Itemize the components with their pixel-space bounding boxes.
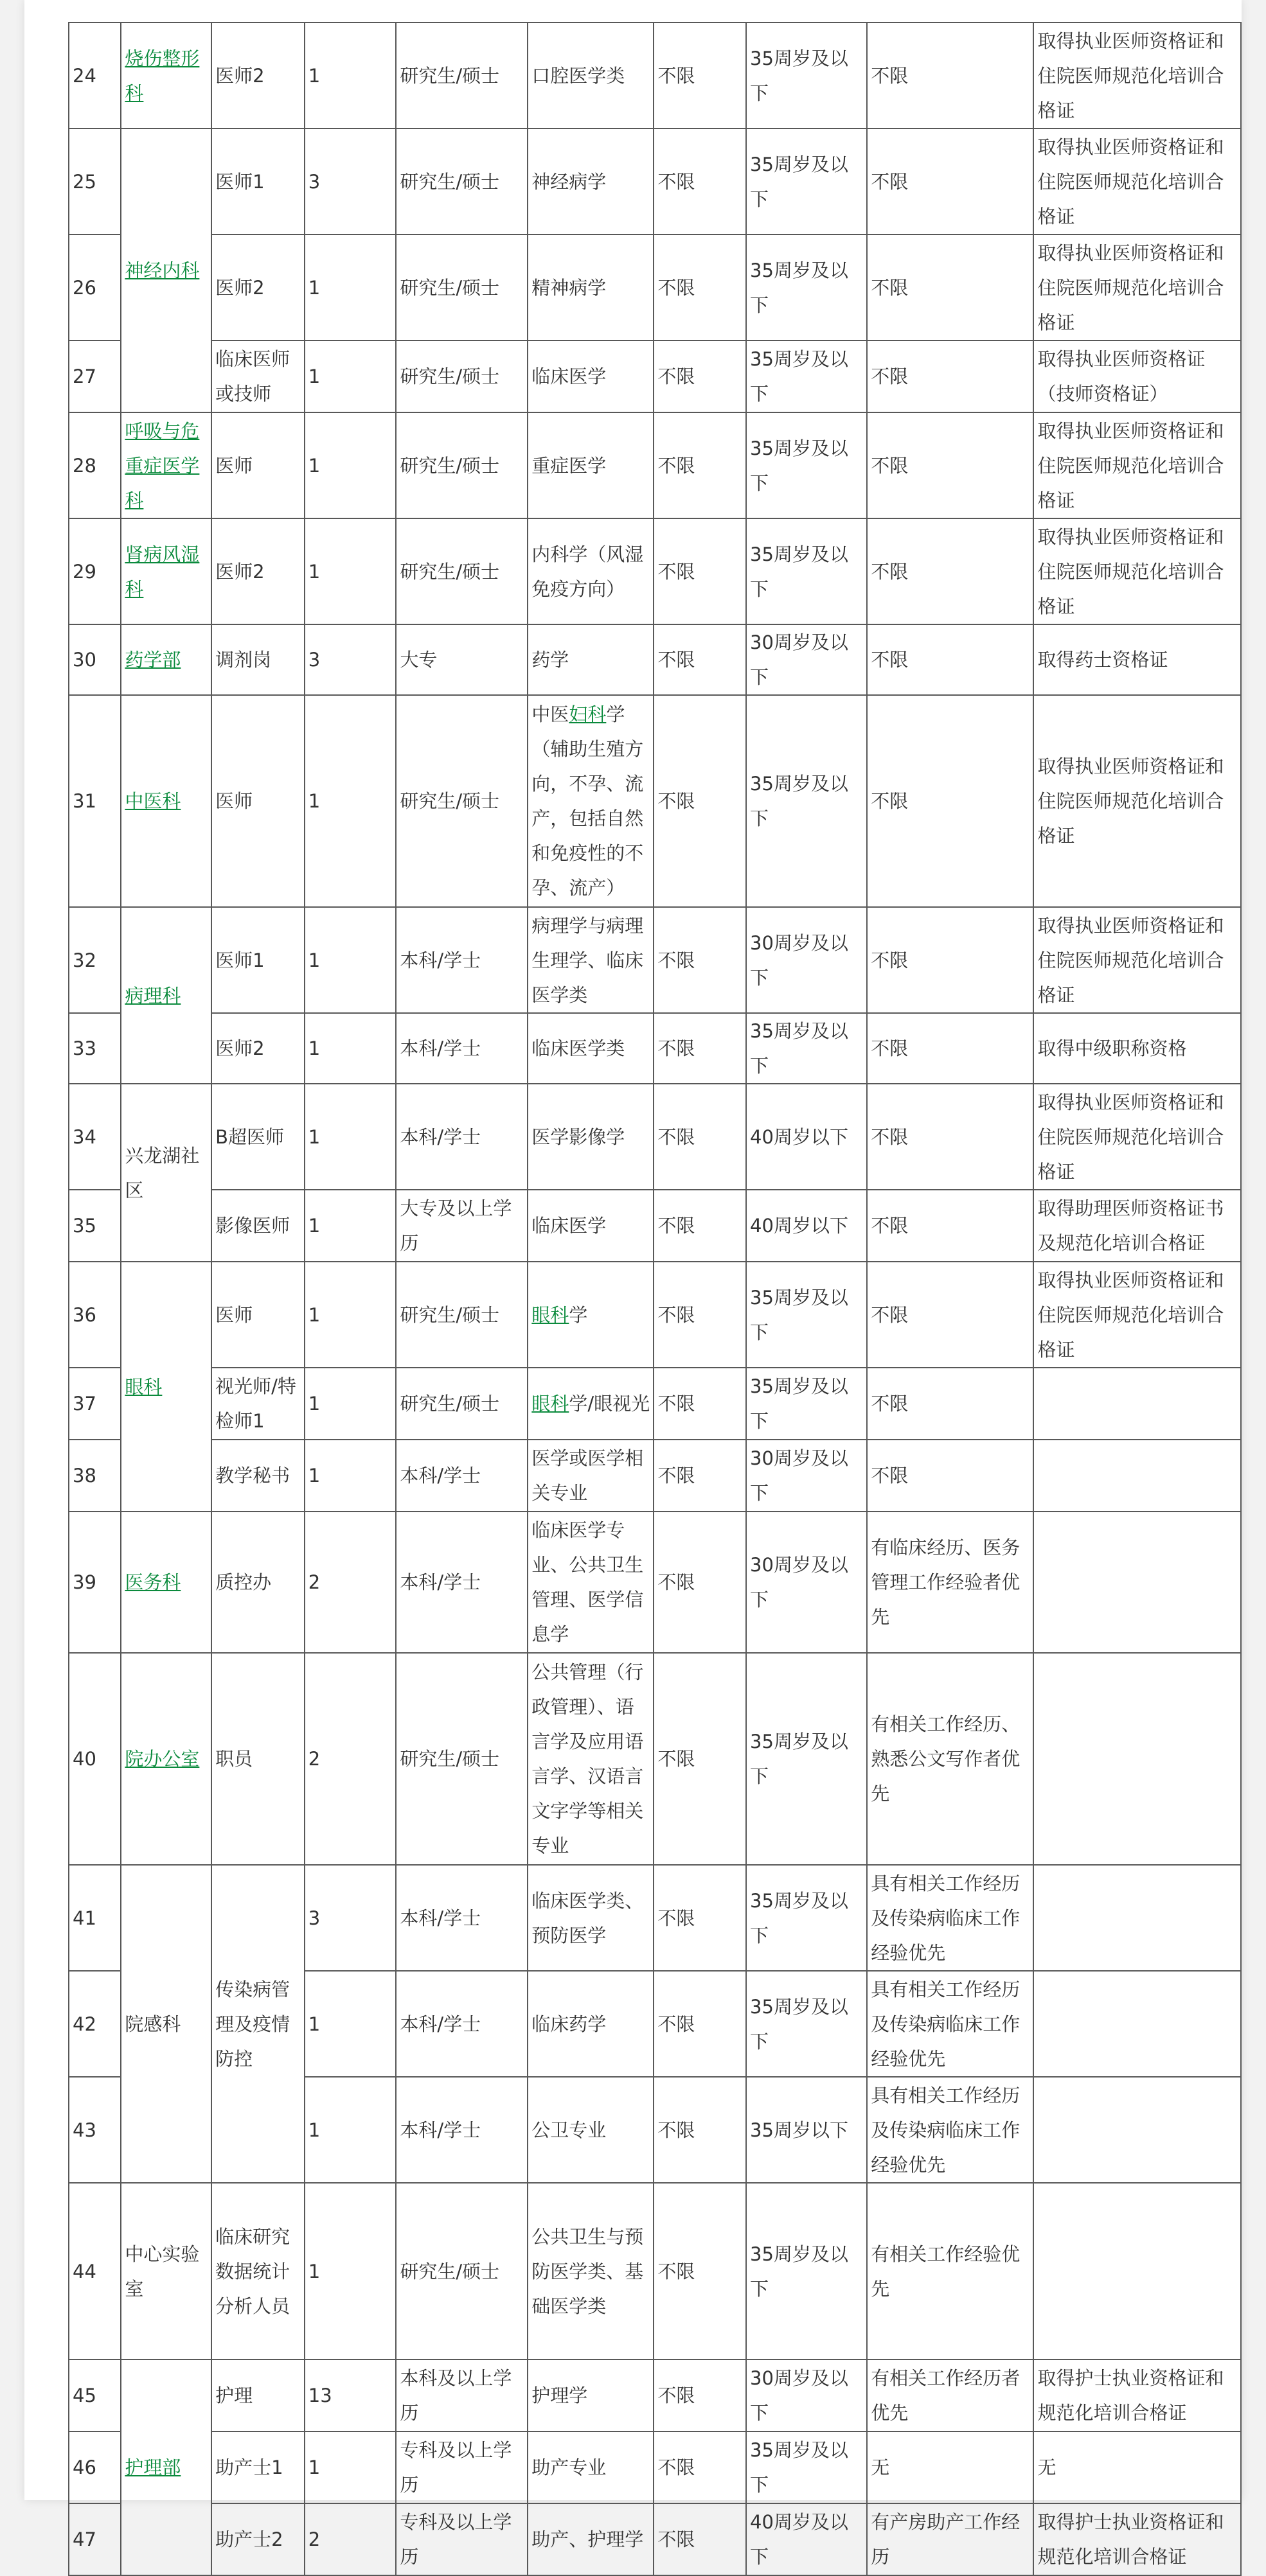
row-number: 32	[69, 907, 121, 1013]
table-row	[69, 1262, 1241, 1368]
age-cell: 35周岁及以下	[746, 1653, 867, 1865]
age-cell: 40周岁以下	[746, 1190, 867, 1262]
table-row	[69, 1368, 1241, 1440]
row-number: 24	[69, 22, 121, 128]
certificate-cell: 取得执业医师资格证和住院医师规范化培训合格证	[1033, 695, 1241, 907]
major-link[interactable]: 眼科	[531, 1303, 569, 1326]
position-cell: 临床医师或技师	[211, 340, 305, 412]
major-cell: 口腔医学类	[528, 22, 654, 128]
major-cell: 病理学与病理生理学、临床医学类	[528, 907, 654, 1013]
education-cell: 本科/学士	[396, 1013, 528, 1084]
headcount-cell: 1	[305, 340, 397, 412]
experience-cell: 不限	[867, 1084, 1033, 1190]
experience-cell: 不限	[867, 128, 1033, 234]
headcount-cell: 2	[305, 1512, 397, 1653]
headcount-cell: 1	[305, 1190, 397, 1262]
age-cell: 35周岁及以下	[746, 1971, 867, 2077]
gender-cell: 不限	[654, 2431, 746, 2503]
experience-cell: 具有相关工作经历及传染病临床工作经验优先	[867, 1865, 1033, 1971]
department-name: 院感科	[125, 2013, 181, 2035]
row-number: 44	[69, 2183, 121, 2360]
table-row	[69, 22, 1241, 128]
row-number: 33	[69, 1013, 121, 1084]
table-row	[69, 1013, 1241, 1084]
age-cell: 35周岁及以下	[746, 412, 867, 518]
row-number: 30	[69, 624, 121, 695]
major-cell: 公共卫生与预防医学类、基础医学类	[528, 2183, 654, 2360]
gender-cell: 不限	[654, 340, 746, 412]
major-cell: 医学影像学	[528, 1084, 654, 1190]
position-cell: B超医师	[211, 1084, 305, 1190]
headcount-cell: 3	[305, 624, 397, 695]
department-cell[interactable]	[121, 2360, 211, 2575]
gender-cell: 不限	[654, 1971, 746, 2077]
table-row	[69, 2360, 1241, 2431]
experience-cell: 不限	[867, 1190, 1033, 1262]
row-number: 35	[69, 1190, 121, 1262]
position-cell: 临床研究数据统计分析人员	[211, 2183, 305, 2360]
row-number: 38	[69, 1440, 121, 1512]
position-cell: 医师	[211, 695, 305, 907]
education-cell: 研究生/硕士	[396, 340, 528, 412]
row-number: 42	[69, 1971, 121, 2077]
department-cell	[121, 2183, 211, 2360]
major-link[interactable]: 眼科	[531, 1393, 569, 1415]
department-cell[interactable]	[121, 128, 211, 412]
certificate-cell	[1033, 2077, 1241, 2183]
experience-cell: 有产房助产工作经历	[867, 2503, 1033, 2575]
age-cell: 35周岁以下	[746, 2077, 867, 2183]
position-cell: 职员	[211, 1653, 305, 1865]
gender-cell: 不限	[654, 1865, 746, 1971]
age-cell: 35周岁及以下	[746, 518, 867, 624]
department-cell	[121, 1865, 211, 2183]
age-cell: 40周岁及以下	[746, 2503, 867, 2575]
age-cell: 35周岁及以下	[746, 2183, 867, 2360]
gender-cell: 不限	[654, 518, 746, 624]
department-link[interactable]: 药学部	[125, 649, 181, 671]
experience-cell: 不限	[867, 1013, 1033, 1084]
education-cell: 大专	[396, 624, 528, 695]
education-cell: 研究生/硕士	[396, 1368, 528, 1440]
headcount-cell: 1	[305, 1440, 397, 1512]
department-link[interactable]: 烧伤整形科	[125, 47, 200, 104]
age-cell: 35周岁及以下	[746, 1262, 867, 1368]
department-link[interactable]: 肾病风湿科	[125, 543, 200, 600]
position-cell: 医师	[211, 412, 305, 518]
major-cell: 助产、护理学	[528, 2503, 654, 2575]
row-number: 25	[69, 128, 121, 234]
gender-cell: 不限	[654, 624, 746, 695]
major-cell	[528, 695, 654, 907]
experience-cell: 不限	[867, 1440, 1033, 1512]
major-cell: 医学或医学相关专业	[528, 1440, 654, 1512]
table-row	[69, 128, 1241, 234]
major-cell: 神经病学	[528, 128, 654, 234]
certificate-cell	[1033, 1971, 1241, 2077]
gender-cell: 不限	[654, 1084, 746, 1190]
headcount-cell: 1	[305, 234, 397, 340]
experience-cell: 不限	[867, 518, 1033, 624]
age-cell: 35周岁及以下	[746, 234, 867, 340]
recruitment-table	[68, 22, 1242, 2576]
age-cell: 35周岁及以下	[746, 1013, 867, 1084]
position-cell: 医师1	[211, 128, 305, 234]
experience-cell: 有相关工作经历者优先	[867, 2360, 1033, 2431]
experience-cell: 不限	[867, 907, 1033, 1013]
education-cell: 研究生/硕士	[396, 22, 528, 128]
department-cell[interactable]	[121, 22, 211, 128]
position-cell: 质控办	[211, 1512, 305, 1653]
major-text: 学/眼视光	[569, 1393, 650, 1415]
position-cell: 护理	[211, 2360, 305, 2431]
experience-cell: 不限	[867, 412, 1033, 518]
table-row	[69, 2183, 1241, 2360]
experience-cell: 不限	[867, 340, 1033, 412]
certificate-cell: 取得执业医师资格证和住院医师规范化培训合格证	[1033, 1084, 1241, 1190]
major-cell: 精神病学	[528, 234, 654, 340]
certificate-cell	[1033, 1865, 1241, 1971]
gender-cell: 不限	[654, 1190, 746, 1262]
major-text: 学（辅助生殖方向，不孕、流产，包括自然和免疫性的不孕、流产）	[531, 703, 644, 899]
education-cell: 专科及以上学历	[396, 2503, 528, 2575]
table-row	[69, 2431, 1241, 2503]
headcount-cell: 2	[305, 2503, 397, 2575]
certificate-cell: 无	[1033, 2431, 1241, 2503]
row-number: 39	[69, 1512, 121, 1653]
major-text: 中医	[531, 703, 569, 725]
major-cell: 临床医学类、预防医学	[528, 1865, 654, 1971]
major-cell: 临床医学专业、公共卫生管理、医学信息学	[528, 1512, 654, 1653]
certificate-cell: 取得执业医师资格证和住院医师规范化培训合格证	[1033, 234, 1241, 340]
headcount-cell: 1	[305, 22, 397, 128]
gender-cell: 不限	[654, 1368, 746, 1440]
experience-cell: 有相关工作经验优先	[867, 2183, 1033, 2360]
experience-cell: 不限	[867, 1262, 1033, 1368]
major-cell: 助产专业	[528, 2431, 654, 2503]
table-row	[69, 624, 1241, 695]
certificate-cell: 取得执业医师资格证和住院医师规范化培训合格证	[1033, 518, 1241, 624]
age-cell: 35周岁及以下	[746, 1368, 867, 1440]
department-cell[interactable]	[121, 624, 211, 695]
department-link[interactable]: 中医科	[125, 790, 181, 812]
certificate-cell	[1033, 1653, 1241, 1865]
position-cell: 助产士1	[211, 2431, 305, 2503]
department-cell[interactable]	[121, 518, 211, 624]
age-cell: 35周岁及以下	[746, 22, 867, 128]
position-cell: 视光师/特检师1	[211, 1368, 305, 1440]
education-cell: 研究生/硕士	[396, 518, 528, 624]
education-cell: 本科/学士	[396, 1971, 528, 2077]
gender-cell: 不限	[654, 1653, 746, 1865]
age-cell: 30周岁及以下	[746, 907, 867, 1013]
age-cell: 30周岁及以下	[746, 1440, 867, 1512]
department-link[interactable]: 院办公室	[125, 1748, 200, 1770]
headcount-cell: 1	[305, 1013, 397, 1084]
gender-cell: 不限	[654, 128, 746, 234]
row-number: 41	[69, 1865, 121, 1971]
table-row	[69, 1865, 1241, 1971]
age-cell: 40周岁以下	[746, 1084, 867, 1190]
education-cell: 研究生/硕士	[396, 1653, 528, 1865]
article-page	[24, 0, 1242, 2568]
row-number: 47	[69, 2503, 121, 2575]
headcount-cell: 1	[305, 412, 397, 518]
education-cell: 大专及以上学历	[396, 1190, 528, 1262]
experience-cell: 具有相关工作经历及传染病临床工作经验优先	[867, 2077, 1033, 2183]
table-row	[69, 2503, 1241, 2575]
gender-cell: 不限	[654, 2503, 746, 2575]
table-row	[69, 907, 1241, 1013]
headcount-cell: 3	[305, 128, 397, 234]
certificate-cell: 取得执业医师资格证和住院医师规范化培训合格证	[1033, 907, 1241, 1013]
certificate-cell	[1033, 1440, 1241, 1512]
gender-cell: 不限	[654, 907, 746, 1013]
education-cell: 本科/学士	[396, 1512, 528, 1653]
table-row	[69, 1440, 1241, 1512]
major-cell: 临床药学	[528, 1971, 654, 2077]
position-cell: 助产士2	[211, 2503, 305, 2575]
education-cell: 本科/学士	[396, 2077, 528, 2183]
row-number: 29	[69, 518, 121, 624]
education-cell: 研究生/硕士	[396, 234, 528, 340]
department-cell[interactable]	[121, 1653, 211, 1865]
certificate-cell: 取得执业医师资格证和住院医师规范化培训合格证	[1033, 128, 1241, 234]
department-name: 兴龙湖社区	[125, 1144, 200, 1201]
experience-cell: 不限	[867, 624, 1033, 695]
headcount-cell: 1	[305, 695, 397, 907]
gender-cell: 不限	[654, 1440, 746, 1512]
education-cell: 本科/学士	[396, 1865, 528, 1971]
table-row	[69, 518, 1241, 624]
age-cell: 35周岁及以下	[746, 2431, 867, 2503]
headcount-cell: 1	[305, 1084, 397, 1190]
certificate-cell	[1033, 1368, 1241, 1440]
certificate-cell: 取得护士执业资格证和规范化培训合格证	[1033, 2360, 1241, 2431]
gender-cell: 不限	[654, 2183, 746, 2360]
row-number: 43	[69, 2077, 121, 2183]
major-cell: 临床医学	[528, 1190, 654, 1262]
certificate-cell: 取得执业医师资格证和住院医师规范化培训合格证	[1033, 412, 1241, 518]
major-cell: 临床医学	[528, 340, 654, 412]
experience-cell: 不限	[867, 1368, 1033, 1440]
row-number: 27	[69, 340, 121, 412]
department-cell	[121, 1084, 211, 1262]
department-link[interactable]: 医务科	[125, 1571, 181, 1593]
certificate-cell	[1033, 1512, 1241, 1653]
table-row	[69, 340, 1241, 412]
position-cell: 医师	[211, 1262, 305, 1368]
row-number: 31	[69, 695, 121, 907]
experience-cell: 不限	[867, 234, 1033, 340]
gender-cell: 不限	[654, 1262, 746, 1368]
department-cell[interactable]	[121, 1262, 211, 1512]
certificate-cell: 取得执业医师资格证和住院医师规范化培训合格证	[1033, 22, 1241, 128]
position-cell: 医师2	[211, 234, 305, 340]
certificate-cell: 取得执业医师资格证和住院医师规范化培训合格证	[1033, 1262, 1241, 1368]
department-link[interactable]: 神经内科	[125, 260, 200, 281]
education-cell: 研究生/硕士	[396, 412, 528, 518]
experience-cell: 不限	[867, 695, 1033, 907]
major-cell: 临床医学类	[528, 1013, 654, 1084]
department-cell[interactable]	[121, 695, 211, 907]
headcount-cell: 1	[305, 2183, 397, 2360]
major-cell: 药学	[528, 624, 654, 695]
education-cell: 本科/学士	[396, 907, 528, 1013]
table-row	[69, 234, 1241, 340]
department-cell[interactable]	[121, 1512, 211, 1653]
position-cell: 传染病管理及疫情防控	[211, 1865, 305, 2183]
table-row	[69, 1190, 1241, 1262]
experience-cell: 有相关工作经历、熟悉公文写作者优先	[867, 1653, 1033, 1865]
age-cell: 30周岁及以下	[746, 2360, 867, 2431]
department-link[interactable]: 病理科	[125, 984, 181, 1007]
headcount-cell: 1	[305, 2431, 397, 2503]
major-cell: 护理学	[528, 2360, 654, 2431]
age-cell: 35周岁及以下	[746, 340, 867, 412]
row-number: 26	[69, 234, 121, 340]
position-cell: 教学秘书	[211, 1440, 305, 1512]
headcount-cell: 13	[305, 2360, 397, 2431]
headcount-cell: 1	[305, 518, 397, 624]
gender-cell: 不限	[654, 22, 746, 128]
gender-cell: 不限	[654, 1013, 746, 1084]
education-cell: 专科及以上学历	[396, 2431, 528, 2503]
position-cell: 调剂岗	[211, 624, 305, 695]
row-number: 46	[69, 2431, 121, 2503]
certificate-cell: 取得药士资格证	[1033, 624, 1241, 695]
row-number: 37	[69, 1368, 121, 1440]
education-cell: 本科及以上学历	[396, 2360, 528, 2431]
major-cell: 公共管理（行政管理）、语言学及应用语言学、汉语言文字学等相关专业	[528, 1653, 654, 1865]
table-row	[69, 1512, 1241, 1653]
gender-cell: 不限	[654, 2360, 746, 2431]
education-cell: 研究生/硕士	[396, 1262, 528, 1368]
experience-cell: 不限	[867, 22, 1033, 128]
department-link[interactable]: 眼科	[125, 1375, 163, 1398]
experience-cell: 有临床经历、医务管理工作经验者优先	[867, 1512, 1033, 1653]
headcount-cell: 1	[305, 907, 397, 1013]
major-cell: 公卫专业	[528, 2077, 654, 2183]
major-text: 学	[569, 1303, 588, 1326]
experience-cell: 无	[867, 2431, 1033, 2503]
certificate-cell: 取得助理医师资格证书及规范化培训合格证	[1033, 1190, 1241, 1262]
education-cell: 本科/学士	[396, 1084, 528, 1190]
certificate-cell: 取得护士执业资格证和规范化培训合格证	[1033, 2503, 1241, 2575]
table-row	[69, 412, 1241, 518]
headcount-cell: 3	[305, 1865, 397, 1971]
headcount-cell: 1	[305, 1262, 397, 1368]
row-number: 34	[69, 1084, 121, 1190]
position-cell: 医师2	[211, 1013, 305, 1084]
position-cell: 影像医师	[211, 1190, 305, 1262]
gender-cell: 不限	[654, 234, 746, 340]
headcount-cell: 1	[305, 2077, 397, 2183]
age-cell: 30周岁及以下	[746, 624, 867, 695]
row-number: 45	[69, 2360, 121, 2431]
age-cell: 35周岁及以下	[746, 695, 867, 907]
certificate-cell: 取得执业医师资格证（技师资格证）	[1033, 340, 1241, 412]
age-cell: 30周岁及以下	[746, 1512, 867, 1653]
education-cell: 本科/学士	[396, 1440, 528, 1512]
headcount-cell: 2	[305, 1653, 397, 1865]
table-row	[69, 695, 1241, 907]
major-cell: 内科学（风湿免疫方向）	[528, 518, 654, 624]
gender-cell: 不限	[654, 1512, 746, 1653]
education-cell: 研究生/硕士	[396, 695, 528, 907]
major-link[interactable]: 妇科	[569, 703, 607, 725]
department-name: 中心实验室	[125, 2243, 200, 2300]
row-number: 36	[69, 1262, 121, 1368]
age-cell: 35周岁及以下	[746, 128, 867, 234]
major-cell: 重症医学	[528, 412, 654, 518]
department-cell[interactable]	[121, 412, 211, 518]
position-cell: 医师1	[211, 907, 305, 1013]
education-cell: 研究生/硕士	[396, 2183, 528, 2360]
gender-cell: 不限	[654, 2077, 746, 2183]
department-cell[interactable]	[121, 907, 211, 1084]
department-link[interactable]: 呼吸与危重症医学科	[125, 419, 200, 511]
table-row	[69, 1653, 1241, 1865]
headcount-cell: 1	[305, 1368, 397, 1440]
certificate-cell	[1033, 2183, 1241, 2360]
age-cell: 35周岁及以下	[746, 1865, 867, 1971]
certificate-cell: 取得中级职称资格	[1033, 1013, 1241, 1084]
position-cell: 医师2	[211, 22, 305, 128]
position-cell: 医师2	[211, 518, 305, 624]
headcount-cell: 1	[305, 1971, 397, 2077]
education-cell: 研究生/硕士	[396, 128, 528, 234]
gender-cell: 不限	[654, 695, 746, 907]
major-cell	[528, 1262, 654, 1368]
table-row	[69, 1084, 1241, 1190]
row-number: 40	[69, 1653, 121, 1865]
gender-cell: 不限	[654, 412, 746, 518]
department-link[interactable]: 护理部	[125, 2457, 181, 2478]
major-cell	[528, 1368, 654, 1440]
row-number: 28	[69, 412, 121, 518]
experience-cell: 具有相关工作经历及传染病临床工作经验优先	[867, 1971, 1033, 2077]
